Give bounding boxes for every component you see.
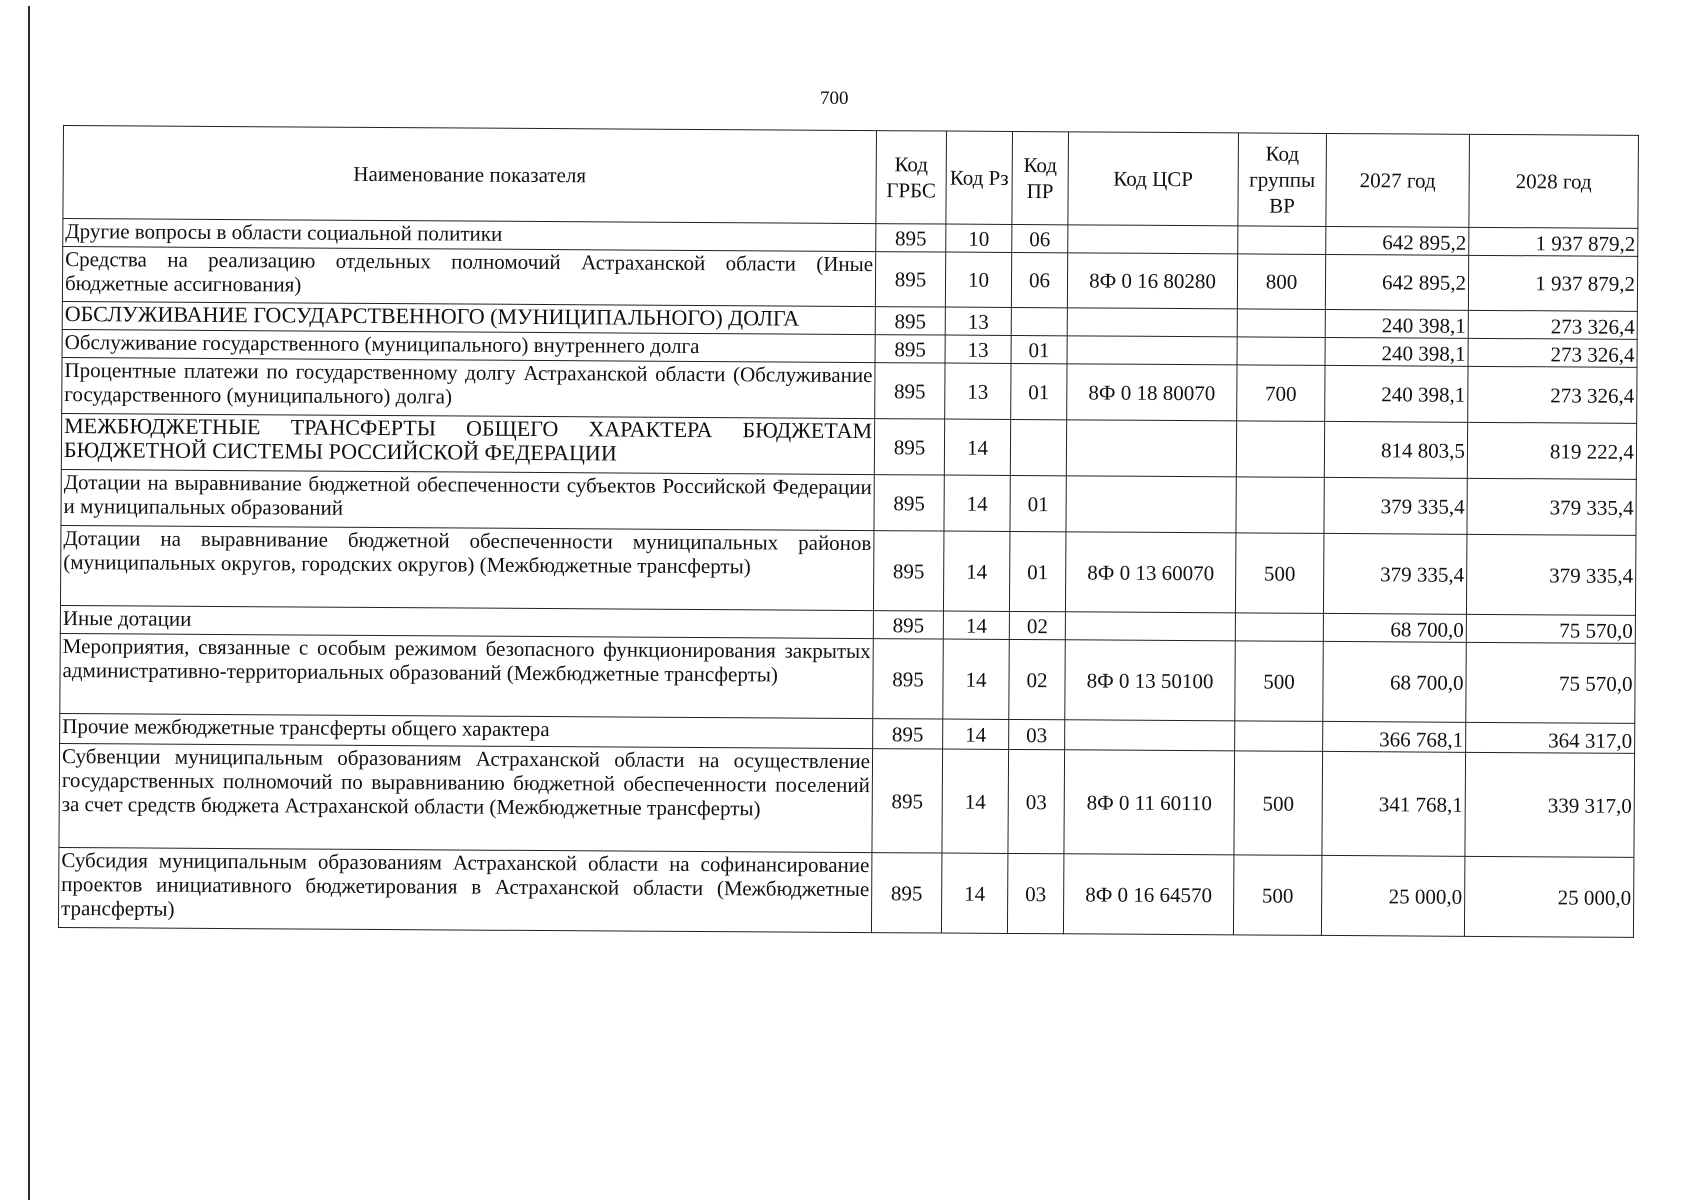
- table-row: [58, 847, 1633, 937]
- cell-name: МЕЖБЮДЖЕТНЫЕ ТРАНСФЕРТЫ ОБЩЕГО ХАРАКТЕРА БЮДЖЕТАМ БЮДЖЕТНОЙ СИСТЕМЫ РОССИЙСКОЙ ФЕДЕРАЦИИ: [61, 413, 874, 474]
- cell-y2028: 819 222,4: [1467, 422, 1636, 479]
- cell-vr: 500: [1235, 641, 1324, 722]
- cell-y2028: 379 335,4: [1466, 534, 1635, 615]
- cell-y2028: 273 326,4: [1468, 366, 1637, 423]
- cell-name: Субвенции муниципальным образованиям Астраханской области на осуществление государственных полномочий по выравниванию бюджетной обеспеченности поселений за счет средств бюджета Астраханской области (Межбюджетные трансферты): [59, 743, 873, 852]
- cell-rz: 10: [946, 224, 1012, 252]
- cell-grbs: 895: [874, 419, 944, 475]
- header-pr: Код ПР: [1012, 131, 1069, 224]
- cell-y2028: 75 570,0: [1466, 642, 1635, 723]
- cell-pr: 03: [1007, 853, 1064, 933]
- cell-csr: [1065, 612, 1235, 641]
- cell-pr: 03: [1009, 719, 1065, 749]
- cell-pr: 01: [1011, 335, 1067, 363]
- cell-pr: 02: [1009, 639, 1066, 719]
- cell-name: Мероприятия, связанные с особым режимом безопасного функционирования закрытых административно-территориальных образований (Межбюджетные трансферты): [60, 633, 873, 718]
- cell-y2027: 68 700,0: [1323, 641, 1466, 722]
- cell-pr: [1011, 307, 1067, 335]
- cell-vr: 800: [1237, 254, 1325, 310]
- cell-csr: [1065, 720, 1235, 751]
- header-2028: 2028 год: [1469, 134, 1639, 228]
- cell-grbs: 895: [872, 749, 943, 853]
- cell-y2027: 68 700,0: [1323, 613, 1466, 642]
- cell-name: Иные дотации: [60, 605, 873, 638]
- cell-y2028: 364 317,0: [1466, 722, 1635, 753]
- cell-y2027: 240 398,1: [1325, 309, 1468, 338]
- cell-y2027: 25 000,0: [1321, 855, 1464, 936]
- cell-pr: [1010, 419, 1066, 475]
- cell-rz: 13: [945, 363, 1011, 419]
- cell-y2028: 25 000,0: [1464, 856, 1633, 937]
- cell-pr: 01: [1009, 531, 1066, 611]
- cell-rz: 14: [943, 531, 1010, 611]
- cell-y2028: 273 326,4: [1468, 310, 1637, 339]
- cell-pr: 02: [1009, 611, 1065, 639]
- cell-rz: 13: [945, 307, 1011, 335]
- cell-vr: [1235, 613, 1323, 642]
- table-row: [61, 413, 1636, 479]
- cell-y2028: 1 937 879,2: [1468, 255, 1637, 311]
- header-vr: Код группы ВР: [1238, 133, 1327, 227]
- cell-pr: 06: [1012, 224, 1068, 252]
- left-margin-rule: [28, 6, 30, 1200]
- cell-csr: 8Ф 0 13 50100: [1065, 640, 1235, 721]
- cell-vr: [1238, 226, 1326, 255]
- table-row: [59, 743, 1635, 857]
- cell-grbs: 895: [873, 611, 943, 639]
- cell-pr: 03: [1008, 749, 1065, 853]
- cell-rz: 14: [944, 475, 1010, 531]
- cell-y2027: 341 768,1: [1322, 751, 1466, 856]
- cell-rz: 14: [943, 639, 1010, 719]
- cell-grbs: 895: [873, 531, 944, 611]
- cell-name: Обслуживание государственного (муниципального) внутреннего долга: [62, 329, 875, 362]
- cell-y2028: 1 937 879,2: [1469, 227, 1638, 256]
- table-row: [60, 633, 1635, 723]
- cell-vr: [1236, 421, 1324, 478]
- cell-rz: 13: [945, 335, 1011, 363]
- cell-name: Процентные платежи по государственному долгу Астраханской области (Обслуживание государственного (муниципального) долга): [62, 357, 875, 418]
- table-body: [58, 219, 1637, 938]
- cell-name: Средства на реализацию отдельных полномочий Астраханской области (Иные бюджетные ассигнования): [62, 247, 875, 307]
- cell-grbs: 895: [875, 363, 945, 419]
- cell-y2027: 379 335,4: [1323, 533, 1466, 614]
- cell-grbs: 895: [875, 252, 945, 307]
- header-grbs: Код ГРБС: [876, 131, 947, 224]
- cell-name: Дотации на выравнивание бюджетной обеспеченности муниципальных районов (муниципальных округов, городских округов) (Межбюджетные трансферты): [60, 525, 873, 610]
- cell-pr: 01: [1011, 363, 1067, 419]
- budget-table: [58, 125, 1639, 938]
- page-number: 700: [820, 88, 849, 109]
- cell-grbs: 895: [873, 719, 943, 749]
- cell-rz: 14: [944, 419, 1010, 475]
- header-name: Наименование показателя: [63, 126, 877, 224]
- cell-csr: 8Ф 0 16 80280: [1067, 253, 1237, 309]
- cell-y2027: 240 398,1: [1325, 365, 1468, 422]
- cell-vr: 700: [1237, 365, 1325, 422]
- cell-vr: [1236, 477, 1324, 534]
- budget-table-wrapper: [58, 125, 1639, 938]
- cell-csr: 8Ф 0 18 80070: [1067, 364, 1237, 421]
- cell-csr: [1067, 336, 1237, 365]
- cell-y2027: 379 335,4: [1324, 477, 1467, 534]
- cell-csr: [1066, 420, 1236, 477]
- cell-rz: 10: [945, 252, 1011, 307]
- cell-y2028: 339 317,0: [1465, 752, 1635, 857]
- cell-grbs: 895: [871, 853, 942, 933]
- cell-csr: 8Ф 0 13 60070: [1065, 532, 1235, 613]
- cell-grbs: 895: [875, 307, 945, 335]
- cell-pr: 06: [1011, 252, 1067, 307]
- cell-vr: [1237, 337, 1325, 366]
- header-2027: 2027 год: [1326, 133, 1470, 227]
- cell-vr: [1237, 309, 1325, 338]
- cell-vr: 500: [1233, 855, 1322, 936]
- table-row: [60, 525, 1635, 615]
- cell-vr: 500: [1235, 533, 1324, 614]
- cell-name: ОБСЛУЖИВАНИЕ ГОСУДАРСТВЕННОГО (МУНИЦИПАЛЬНОГО) ДОЛГА: [62, 301, 875, 334]
- cell-rz: 14: [942, 749, 1009, 853]
- cell-y2027: 642 895,2: [1325, 254, 1468, 310]
- cell-pr: 01: [1010, 475, 1066, 531]
- cell-y2027: 366 768,1: [1323, 721, 1466, 752]
- cell-name: Дотации на выравнивание бюджетной обеспеченности субъектов Российской Федерации и муниципальных образований: [61, 469, 874, 530]
- header-csr: Код ЦСР: [1068, 132, 1239, 226]
- cell-name: Прочие межбюджетные трансферты общего характера: [60, 713, 873, 748]
- cell-y2027: 642 895,2: [1326, 226, 1469, 255]
- cell-y2028: 273 326,4: [1468, 338, 1637, 367]
- cell-vr: 500: [1234, 751, 1323, 856]
- cell-y2027: 814 803,5: [1324, 421, 1467, 478]
- table-row: [61, 469, 1636, 535]
- cell-grbs: 895: [875, 335, 945, 363]
- cell-grbs: 895: [874, 475, 944, 531]
- cell-y2027: 240 398,1: [1325, 337, 1468, 366]
- cell-grbs: 895: [873, 639, 944, 719]
- cell-csr: [1066, 476, 1236, 533]
- cell-name: Субсидия муниципальным образованиям Астраханской области на софинансирование проектов инициативного бюджетирования в Астраханской области (Межбюджетные трансферты): [58, 847, 871, 932]
- cell-csr: [1068, 225, 1238, 254]
- cell-y2028: 379 335,4: [1467, 478, 1636, 535]
- cell-name: Другие вопросы в области социальной политики: [63, 219, 876, 252]
- header-rz: Код Рз: [946, 131, 1013, 224]
- cell-vr: [1235, 721, 1323, 752]
- cell-grbs: 895: [876, 224, 946, 252]
- cell-rz: 14: [943, 611, 1009, 639]
- cell-rz: 14: [941, 853, 1008, 933]
- cell-rz: 14: [943, 719, 1009, 749]
- cell-y2028: 75 570,0: [1466, 614, 1635, 643]
- cell-csr: [1067, 308, 1237, 337]
- cell-csr: 8Ф 0 11 60110: [1064, 750, 1235, 855]
- cell-csr: 8Ф 0 16 64570: [1063, 854, 1233, 935]
- table-header-row: [63, 126, 1639, 229]
